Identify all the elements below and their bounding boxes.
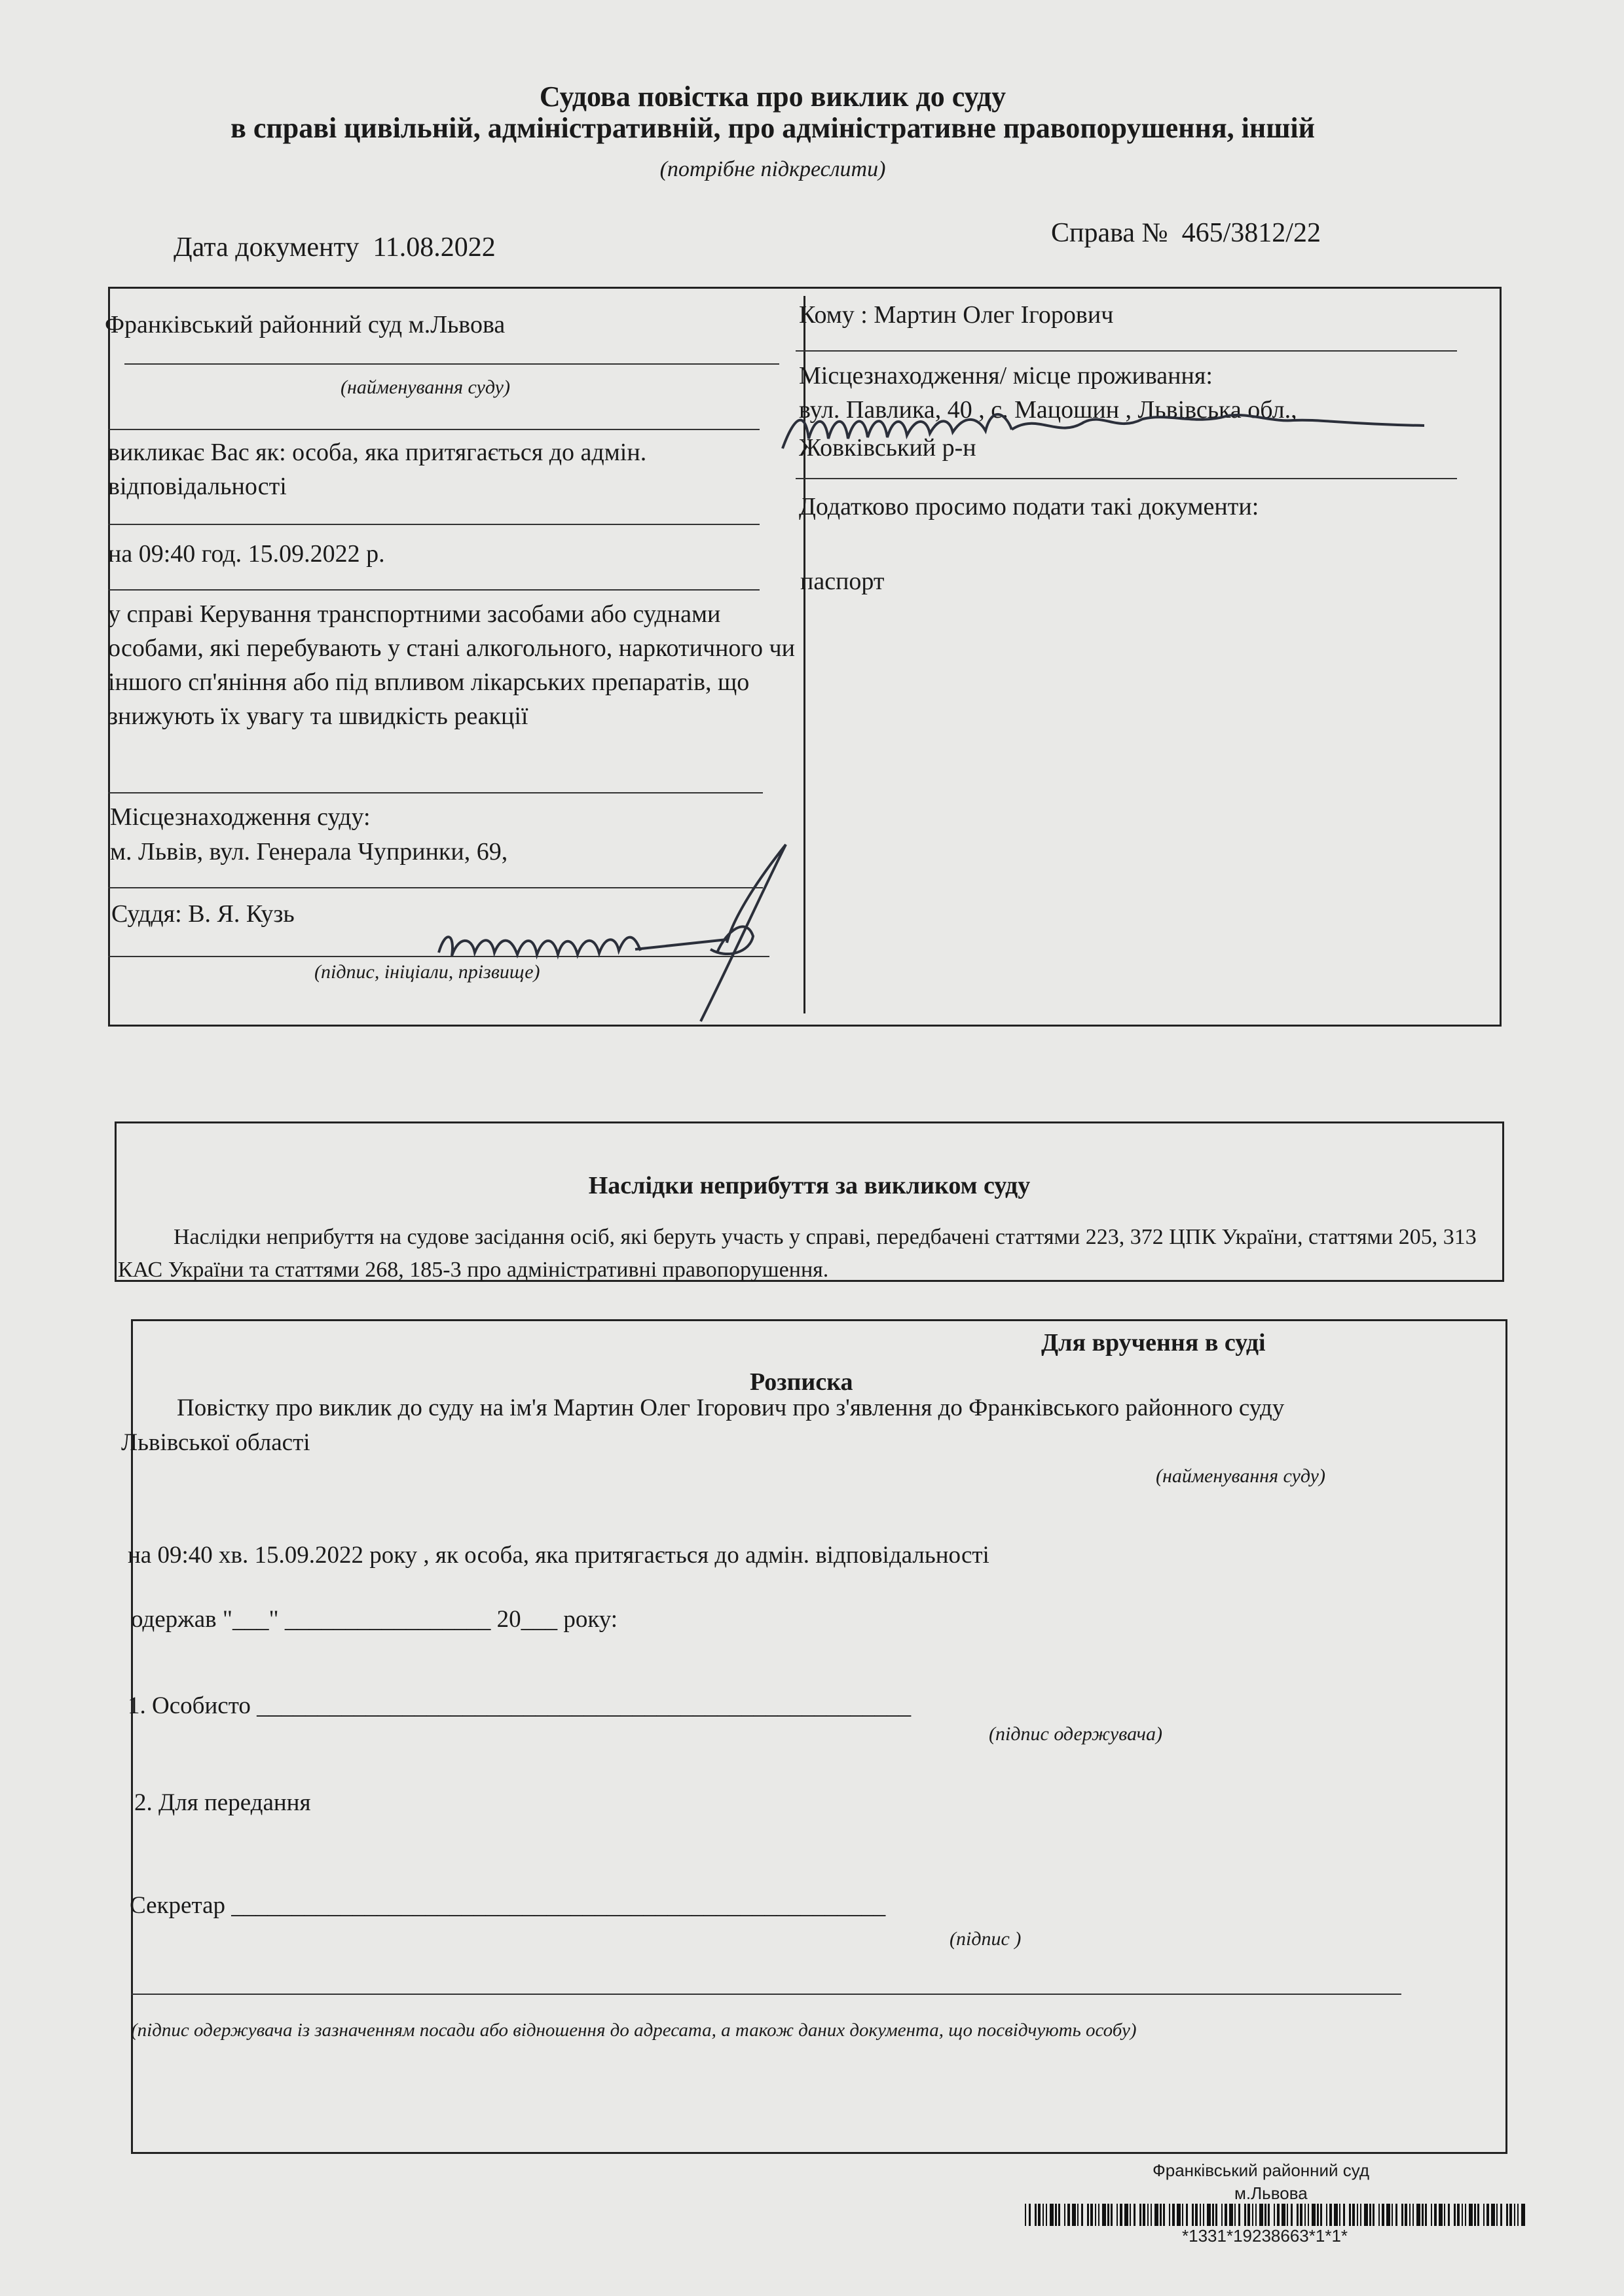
barcode-icon (1025, 2204, 1529, 2226)
secretary-line: Секретар ______________________________________________________ (130, 1892, 886, 1919)
receipt-bottom-caption: (підпис одержувача із зазначенням посади або відношення до адресата, а також даних документа, що посвідчують особу) (131, 2020, 1137, 2041)
case-label: Справа № (1051, 218, 1168, 248)
judge-signature-icon (419, 838, 799, 1028)
residence-line-2: Жовківський р-н (799, 434, 976, 462)
addressee: Кому : Мартин Олег Ігорович (799, 301, 1114, 329)
case-value: 465/3812/22 (1181, 218, 1321, 248)
personally-caption: (підпис одержувача) (989, 1723, 1162, 1745)
documents-value: паспорт (800, 568, 885, 595)
court-caption: (найменування суду) (341, 376, 510, 398)
transfer-line: 2. Для передання (134, 1789, 311, 1816)
summons-as: викликає Вас як: особа, яка притягається до адмін. відповідальності (108, 439, 647, 500)
judge-name: Суддя: В. Я. Кузь (111, 900, 295, 928)
personally-line: 1. Особисто ______________________________________________________ (128, 1692, 912, 1719)
date-value: 11.08.2022 (373, 232, 496, 263)
underline (796, 350, 1457, 352)
document-date (174, 230, 496, 264)
hearing-time: на 09:40 год. 15.09.2022 р. (108, 540, 385, 568)
residence-label: Місцезнаходження/ місце проживання: (799, 362, 1213, 390)
receipt-court-caption: (найменування суду) (1156, 1465, 1325, 1487)
date-label: Дата документу (174, 232, 360, 263)
title-line-1: Судова повістка про виклик до суду (539, 81, 1006, 113)
case-number (1051, 216, 1321, 250)
received-date-line: одержав "___" _________________ 20___ року: (131, 1606, 618, 1633)
underline (131, 1994, 1401, 1995)
receipt-title: Розписка (750, 1368, 853, 1396)
court-location-value: м. Львів, вул. Генерала Чупринки, 69, (110, 838, 508, 866)
receipt-line-2: Львівської області (121, 1429, 310, 1456)
underline (108, 792, 763, 793)
handwritten-scribble-icon (776, 386, 1431, 458)
court-location-label: Місцезнаходження суду: (110, 803, 371, 831)
consequences-title: Наслідки неприбуття за викликом суду (588, 1172, 1031, 1199)
consequences-text: Наслідки неприбуття на судове засідання осіб, які беруть участь у справі, передбачені статтями 223, 372 ЦПК України, статтями 205, 313 КАС України та статтями 268, 185-3 про адміністративні правопорушення. (118, 1225, 1477, 1282)
title-note: (потрібне підкреслити) (659, 157, 886, 181)
receipt-line-1: Повістку про виклик до суду на ім'я Мартин Олег Ігорович про з'явлення до Франківського районного суду (177, 1394, 1285, 1421)
title-line-2: в справі цивільній, адміністративній, про адміністративне правопорушення, іншій (231, 112, 1315, 144)
case-subject: у справі Керування транспортними засобами або суднами особами, які перебувають у стані алкогольного, наркотичного чи іншого сп'яніння або під впливом лікарських препаратів, що знижують їх увагу та швидкість реакції (108, 600, 795, 730)
underline (108, 589, 760, 591)
signature-caption: (підпис, ініціали, прізвище) (314, 961, 540, 983)
for-court-label: Для вручення в суді (1041, 1329, 1266, 1357)
secretary-caption: (підпис ) (950, 1928, 1022, 1950)
underline (108, 524, 760, 525)
underline (124, 363, 779, 365)
residence-line-1: вул. Павлика, 40 , с. Мацошин , Львівська обл., (799, 396, 1297, 424)
documents-label: Додатково просимо подати такі документи: (799, 493, 1259, 520)
barcode-text: *1331*19238663*1*1* (1182, 2226, 1348, 2246)
receipt-time-line: на 09:40 хв. 15.09.2022 року , як особа, яка притягається до адмін. відповідальності (128, 1542, 989, 1569)
underline (796, 478, 1457, 479)
underline (108, 429, 760, 430)
court-name: Франківський районний суд м.Львова (105, 311, 506, 338)
footer-court-line-1: Франківський районний суд (1153, 2160, 1370, 2180)
footer-court-line-2: м.Львова (1234, 2183, 1308, 2203)
